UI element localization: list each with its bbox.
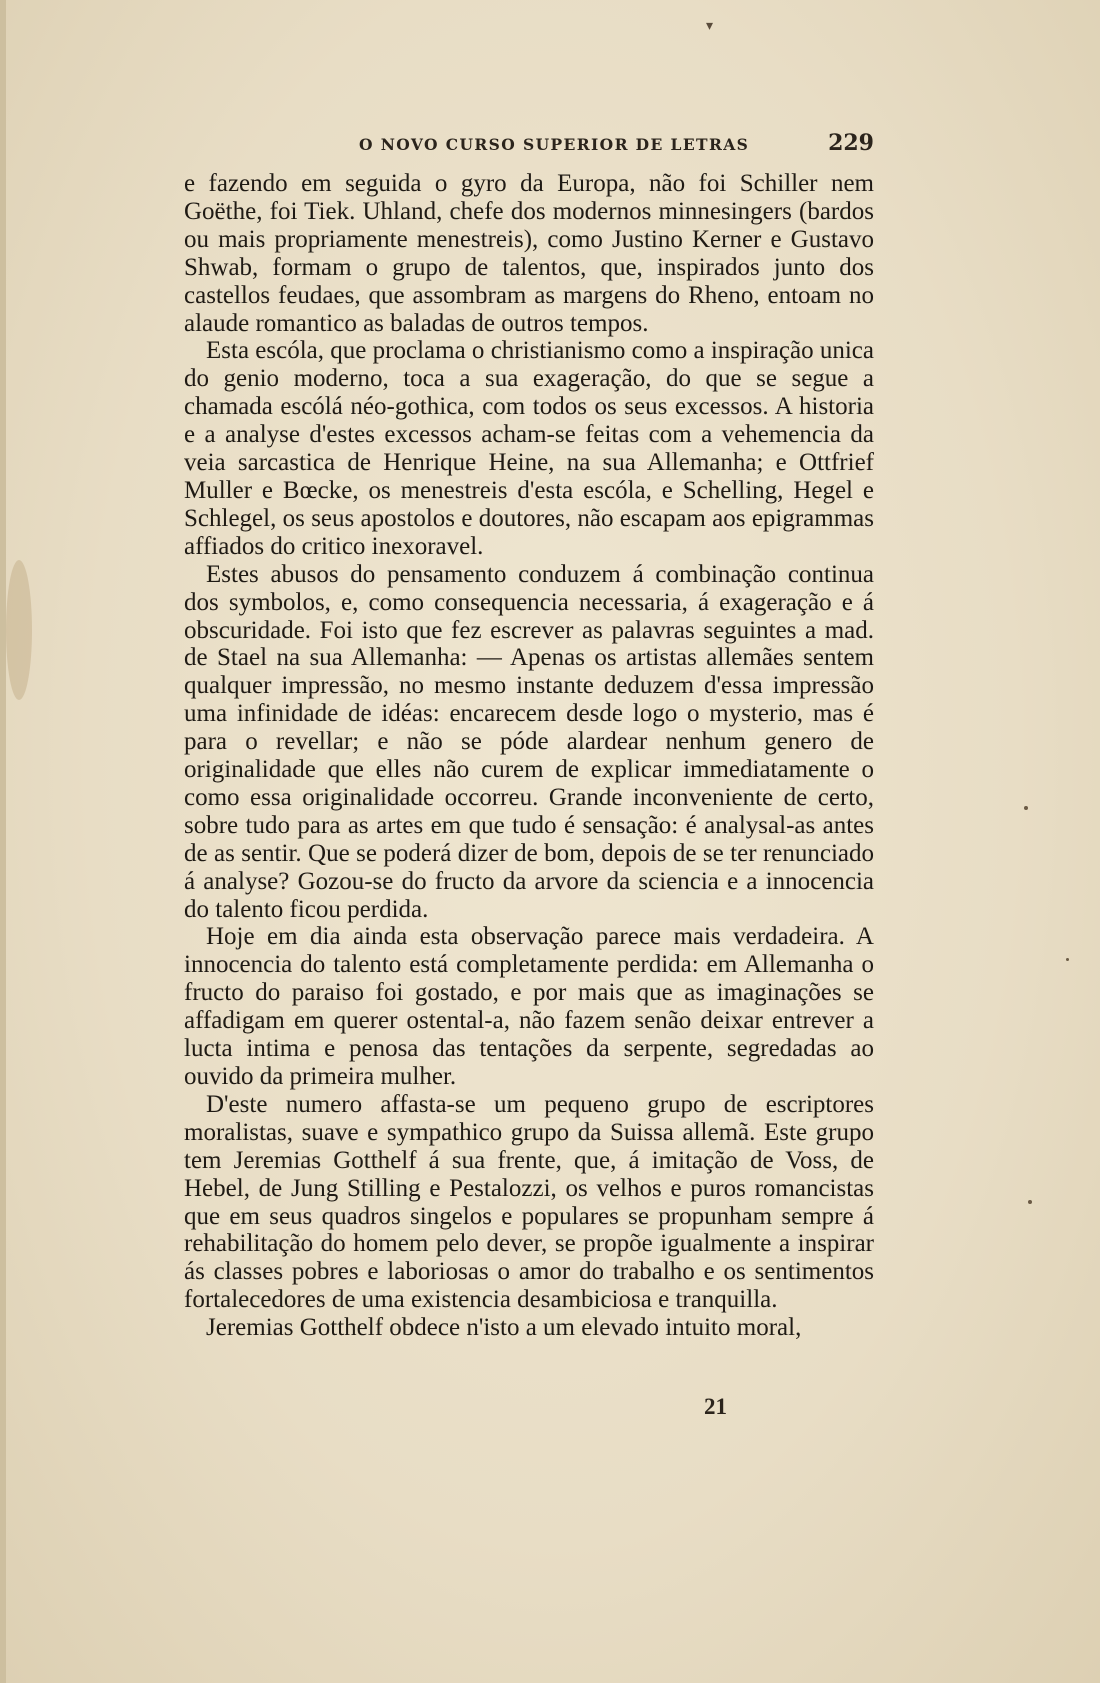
paper-speck: [1066, 958, 1069, 961]
running-title: O NOVO CURSO SUPERIOR DE LETRAS: [359, 135, 750, 154]
paragraph: Jeremias Gotthelf obdece n'isto a um elevado intuito moral,: [206, 1314, 802, 1342]
page-number: 229: [828, 130, 874, 156]
paragraph: Esta escóla, que proclama o christianismo como a inspiração unica do genio moderno, toca a sua exageração, do que se segue a chamada escólá néo-gothica, com todos os seus excessos. A historia e a analyse d'estes excessos acham-se feitas com a vehemencia da veia sarcastica de Henrique Heine, na sua Allemanha; e Ottfrief Muller e Bœcke, os menestreis d'esta escóla, e Schelling, Hegel e Schlegel, os seus apostolos e doutores, não escapam aos epigrammas affiados do critico inexoravel.: [184, 337, 874, 560]
paper-speck: [1024, 806, 1028, 810]
paragraph: Estes abusos do pensamento conduzem á combinação continua dos symbolos, e, como consequencia necessaria, á exageração e á obscuridade. Foi isto que fez escrever as palavras seguintes a mad. de Stael na sua Allemanha: — Apenas os artistas allemães sentem qualquer impressão, no mesmo instante deduzem d'essa impressão uma infinidade de idéas: encarecem desde logo o mysterio, mas é para o revellar; e não se póde alardear nenhum genero de originalidade que elles não curem de explicar immediatamente o como essa originalidade occorreu. Grande inconveniente de certo, sobre tudo para as artes em que tudo é sensação: é analysal-as antes de as sentir. Que se poderá dizer de bom, depois de se ter renunciado á analyse? Gozou-se do fructo da arvore da sciencia e a innocencia do talento ficou perdida.: [184, 560, 874, 923]
paragraph: D'este numero affasta-se um pequeno grupo de escriptores moralistas, suave e sympathico grupo da Suissa allemã. Este grupo tem Jeremias Gotthelf á sua frente, que, á imitação de Voss, de Hebel, de Jung Stilling e Pestalozzi, os velhos e puros romancistas que em seus quadros singelos e populares se propunham sempre á rehabilitação do homem pelo dever, se propõe igualmente a inspirar ás classes pobres e laboriosas o amor do trabalho e os sentimentos fortalecedores de uma existencia desambiciosa e tranquilla.: [184, 1090, 874, 1314]
printer-ornament: ▾: [706, 18, 714, 34]
paragraph: e fazendo em seguida o gyro da Europa, não foi Schiller nem Goëthe, foi Tiek. Uhland, chefe dos modernos minnesingers (bardos ou mais propriamente menestreis), como Justino Kerner e Gustavo Shwab, formam o grupo de talentos, que, inspirados junto dos castellos feudaes, que assombram as margens do Rheno, entoam no alaude romantico as baladas de outros tempos.: [184, 170, 874, 337]
paper-speck: [1028, 1200, 1032, 1204]
paragraph: Hoje em dia ainda esta observação parece mais verdadeira. A innocencia do talento está completamente perdida: em Allemanha o fructo do paraiso foi gostado, e por mais que as imaginações se affadigam em querer ostental-a, não fazem senão deixar entrever a lucta intima e penosa das tentações da serpente, segredadas ao ouvido da primeira mulher.: [184, 923, 874, 1090]
running-header: [186, 130, 874, 160]
paper-stain: [6, 560, 32, 700]
signature-mark: 21: [704, 1394, 727, 1419]
body-text: [184, 170, 874, 1342]
